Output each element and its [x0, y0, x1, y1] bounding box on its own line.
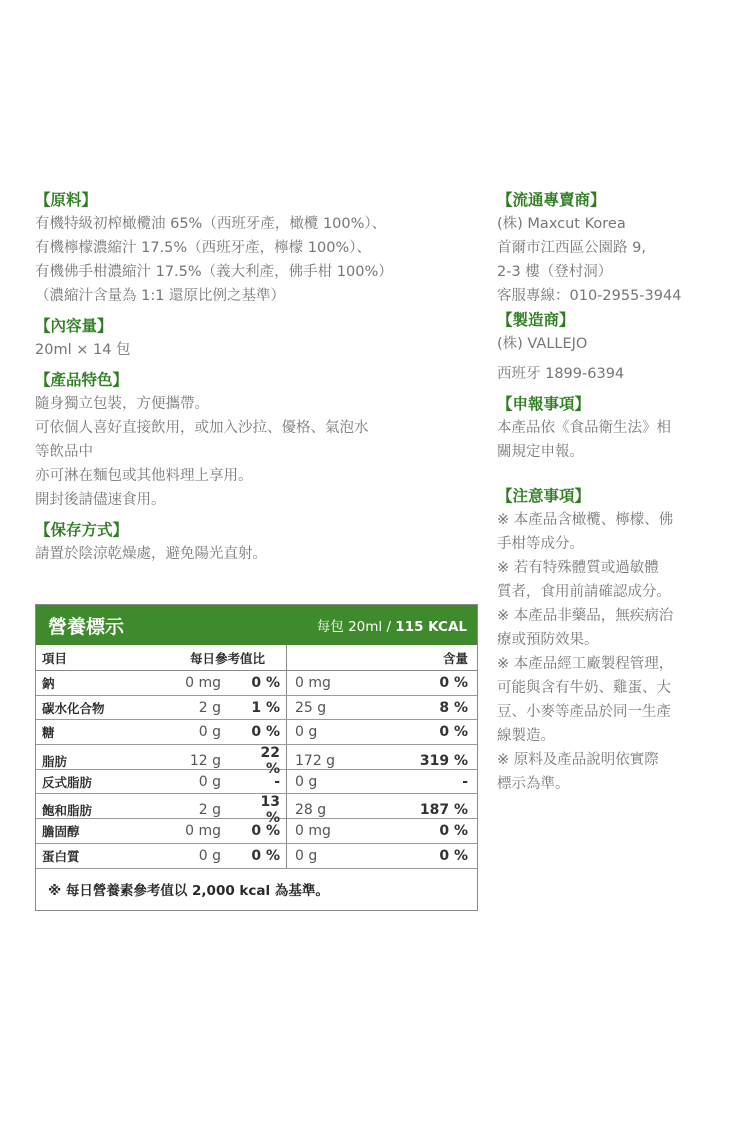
daily-ref-cell [169, 844, 287, 868]
cautions-line: 質者，食用前請確認成分。 [497, 584, 671, 600]
nutrition-table [35, 604, 478, 911]
content-heading: 【內容量】 [35, 317, 113, 335]
nutrient-name: 反式脂肪 [42, 774, 93, 790]
total-amount: 0 mg [295, 674, 331, 691]
cautions-line: 療或預防效果。 [497, 632, 599, 648]
table-row [36, 770, 477, 795]
ref-percent: 0 % [251, 674, 280, 691]
total-percent: 8 % [439, 699, 468, 716]
cautions-section [497, 484, 727, 796]
nutrient-name: 脂肪 [42, 754, 68, 770]
distributor-section [497, 188, 727, 308]
daily-ref-cell [169, 671, 287, 695]
ingredients-line: 有機檸檬濃縮汁 17.5%（西班牙產，檸檬 100%）、 [35, 240, 371, 256]
total-percent: 319 % [419, 753, 468, 770]
right-info-column [497, 188, 727, 796]
features-line: 隨身獨立包裝，方便攜帶。 [35, 396, 209, 412]
cautions-line: 手柑等成分。 [497, 536, 584, 552]
manufacturer-section [497, 308, 727, 386]
nutrient-name: 飽和脂肪 [42, 803, 93, 819]
col-header-ref: 每日參考值比 [169, 645, 287, 670]
ingredients-line: 有機特級初榨橄欖油 65%（西班牙產，橄欖 100%）、 [35, 216, 387, 232]
features-line: 可依個人喜好直接飲用，或加入沙拉、優格、氣泡水 [35, 420, 369, 436]
left-info-column [35, 188, 480, 566]
features-section [35, 368, 480, 512]
ingredients-section [35, 188, 480, 308]
declaration-heading: 【申報事項】 [497, 395, 591, 413]
features-line: 等飲品中 [35, 444, 93, 460]
declaration-section [497, 392, 727, 464]
daily-ref-cell [169, 720, 287, 744]
manufacturer-heading: 【製造商】 [497, 311, 575, 329]
storage-section [35, 518, 480, 566]
declaration-line: 本產品依《食品衛生法》相 [497, 420, 671, 436]
nutrient-name: 蛋白質 [42, 848, 80, 864]
cautions-line: 豆、小麥等產品於同一生產 [497, 704, 671, 720]
serving-info [317, 615, 467, 635]
ref-percent: - [274, 773, 280, 790]
total-percent: - [462, 773, 468, 790]
content-line: 20ml × 14 包 [35, 342, 131, 358]
ref-percent: 22 % [260, 745, 280, 778]
table-row [36, 794, 477, 827]
storage-line: 請置於陰涼乾燥處，避免陽光直射。 [35, 546, 267, 562]
table-row [36, 720, 477, 745]
ref-amount: 2 g [198, 802, 221, 819]
table-row [36, 745, 477, 778]
total-amount: 0 g [295, 847, 318, 864]
total-percent: 0 % [439, 847, 468, 864]
ref-amount: 0 g [198, 724, 221, 741]
cautions-line: ※ 原料及產品說明依實際 [497, 752, 659, 768]
total-percent: 0 % [439, 674, 468, 691]
table-row [36, 671, 477, 696]
distributor-line: 2-3 樓（登村洞） [497, 264, 613, 280]
ref-amount: 0 g [198, 847, 221, 864]
total-cell [287, 671, 474, 695]
total-amount: 172 g [295, 753, 336, 770]
total-cell [287, 720, 474, 744]
col-header-item: 項目 [42, 650, 68, 666]
ref-amount: 0 mg [185, 674, 221, 691]
table-row [36, 844, 477, 869]
cautions-line: 線製造。 [497, 728, 555, 744]
nutrition-rows [36, 671, 477, 869]
cautions-line: 標示為準。 [497, 776, 570, 792]
total-cell [287, 770, 474, 794]
total-cell [287, 696, 474, 720]
cautions-heading: 【注意事項】 [497, 487, 591, 505]
total-amount: 25 g [295, 699, 327, 716]
ingredients-line: （濃縮汁含量為 1:1 還原比例之基準） [35, 288, 286, 304]
declaration-line: 關規定申報。 [497, 444, 584, 460]
ref-percent: 13 % [260, 794, 280, 827]
cautions-line: ※ 若有特殊體質或過敏體 [497, 560, 659, 576]
ingredients-heading: 【原料】 [35, 191, 98, 209]
nutrient-name: 鈉 [42, 675, 55, 691]
distributor-heading: 【流通專賣商】 [497, 191, 606, 209]
distributor-line: 首爾市江西區公園路 9, [497, 240, 646, 256]
cautions-line: ※ 本產品含橄欖、檸檬、佛 [497, 512, 674, 528]
ref-percent: 0 % [251, 822, 280, 839]
nutrient-name: 碳水化合物 [42, 700, 105, 716]
daily-ref-cell [169, 696, 287, 720]
total-amount: 0 mg [295, 822, 331, 839]
total-amount: 0 g [295, 724, 318, 741]
serving-kcal: 115 KCAL [395, 619, 467, 635]
manufacturer-line: 西班牙 1899-6394 [497, 366, 625, 382]
col-header-total: 含量 [442, 650, 468, 666]
nutrient-name: 糖 [42, 725, 55, 741]
ref-amount: 2 g [198, 699, 221, 716]
total-amount: 28 g [295, 802, 327, 819]
ref-percent: 1 % [251, 699, 280, 716]
features-heading: 【產品特色】 [35, 371, 129, 389]
nutrition-header-bar [36, 605, 477, 645]
cautions-line: ※ 本產品經工廠製程管理， [497, 656, 674, 672]
nutrient-name: 膽固醇 [42, 823, 80, 839]
nutrition-column-headers [36, 645, 477, 671]
table-row [36, 819, 477, 844]
total-percent: 187 % [419, 802, 468, 819]
total-cell [287, 819, 474, 843]
daily-ref-cell [169, 819, 287, 843]
nutrition-footnote: ※ 每日營養素參考值以 2,000 kcal 為基準。 [48, 883, 329, 899]
total-percent: 0 % [439, 822, 468, 839]
distributor-line: (株) Maxcut Korea [497, 216, 626, 232]
ref-amount: 0 mg [185, 822, 221, 839]
table-row [36, 696, 477, 721]
serving-size: 每包 20ml / [316, 619, 396, 635]
storage-heading: 【保存方式】 [35, 521, 129, 539]
manufacturer-line: (株) VALLEJO [497, 336, 588, 352]
total-percent: 0 % [439, 724, 468, 741]
cautions-line: 可能與含有牛奶、雞蛋、大 [497, 680, 671, 696]
ref-amount: 12 g [189, 753, 221, 770]
total-cell [287, 844, 474, 868]
ref-percent: 0 % [251, 724, 280, 741]
nutrition-title: 營養標示 [48, 615, 125, 638]
ingredients-line: 有機佛手柑濃縮汁 17.5%（義大利產，佛手柑 100%） [35, 264, 393, 280]
cautions-line: ※ 本產品非藥品，無疾病治 [497, 608, 674, 624]
ref-amount: 0 g [198, 773, 221, 790]
features-line: 亦可淋在麵包或其他料理上享用。 [35, 468, 253, 484]
ref-percent: 0 % [251, 847, 280, 864]
content-section [35, 314, 480, 362]
daily-ref-cell [169, 770, 287, 794]
features-line: 開封後請儘速食用。 [35, 492, 166, 508]
total-amount: 0 g [295, 773, 318, 790]
distributor-line: 客服專線：010-2955-3944 [497, 288, 682, 304]
